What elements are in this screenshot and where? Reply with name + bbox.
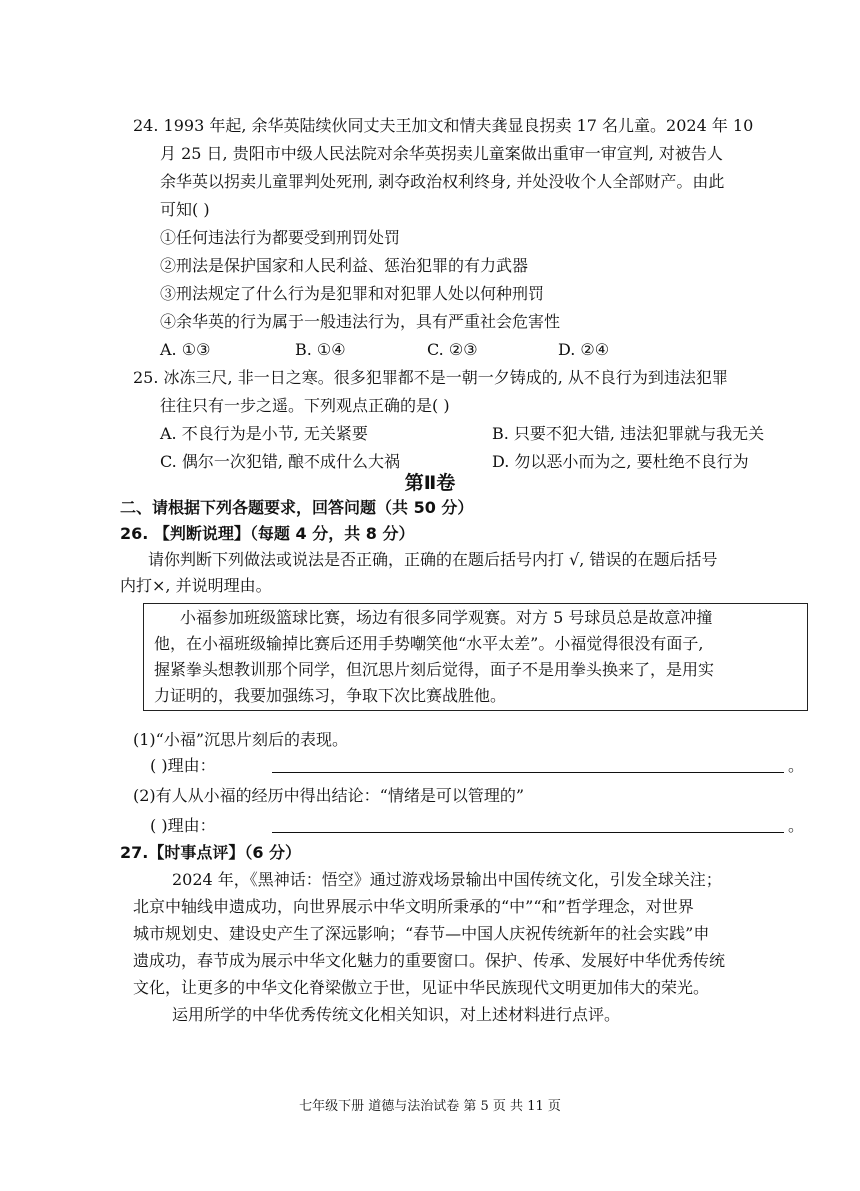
q24-statement-4: ④余华英的行为属于一般违法行为，具有严重社会危害性 <box>160 312 561 331</box>
q26-item-1-answer-prefix: ( )理由： <box>150 756 216 775</box>
q26-heading: 26. 【判断说理】（每题 4 分，共 8 分） <box>120 524 415 543</box>
q27-material-line-5: 文化，让更多的中华文化脊梁傲立于世，见证中华民族现代文明更加伟大的荣光。 <box>133 978 710 997</box>
q25-option-b: B. 只要不犯大错, 违法犯罪就与我无关 <box>492 424 765 443</box>
q27-material-line-3: 城市规划史、建设史产生了深远影响；“春节—中国人庆祝传统新年的社会实践”申 <box>133 924 710 943</box>
q24-statement-3: ③刑法规定了什么行为是犯罪和对犯罪人处以何种刑罚 <box>160 284 545 303</box>
q26-material-line-1: 小福参加班级篮球比赛，场边有很多同学观赛。对方 5 号球员总是故意冲撞 <box>180 608 713 627</box>
q26-material-line-3: 握紧拳头想教训那个同学，但沉思片刻后觉得，面子不是用拳头换来了，是用实 <box>154 660 715 679</box>
q27-material-line-2: 北京中轴线申遗成功，向世界展示中华文明所秉承的“中”“和”哲学理念，对世界 <box>133 897 694 916</box>
q24-line-1: 24. 1993 年起, 余华英陆续伙同丈夫王加文和情夫龚显良拐卖 17 名儿童。2024 年 10 <box>133 116 754 135</box>
q26-item-2: (2)有人从小福的经历中得出结论：“情绪是可以管理的” <box>133 786 525 805</box>
q26-item-2-answer-prefix: ( )理由： <box>150 816 216 835</box>
q24-option-b: B. ①④ <box>295 340 346 359</box>
q24-option-c: C. ②③ <box>427 340 478 359</box>
q26-material-box <box>143 603 808 711</box>
q26-item-2-answer-line[interactable] <box>272 832 784 833</box>
q24-line-2: 月 25 日, 贵阳市中级人民法院对余华英拐卖儿童案做出重审一审宣判, 对被告人 <box>160 144 723 163</box>
q26-instruction-line-1: 请你判断下列做法或说法是否正确，正确的在题后括号内打 √, 错误的在题后括号 <box>148 550 718 569</box>
q27-material-line-4: 遗成功，春节成为展示中华文化魅力的重要窗口。保护、传承、发展好中华优秀传统 <box>133 951 726 970</box>
q24-line-4: 可知( ) <box>160 200 210 219</box>
q26-material-line-2: 他，在小福班级输掉比赛后还用手势嘲笑他“水平太差”。小福觉得很没有面子, <box>154 634 704 653</box>
q26-item-1-answer-line[interactable] <box>272 772 784 773</box>
section-title: 第Ⅱ卷 <box>404 472 456 494</box>
q26-material-line-4: 力证明的，我要加强练习，争取下次比赛战胜他。 <box>154 686 507 705</box>
q26-item-1: (1)“小福”沉思片刻后的表现。 <box>133 730 349 749</box>
q26-instruction-line-2: 内打×, 并说明理由。 <box>120 576 272 595</box>
part2-heading: 二、请根据下列各题要求，回答问题（共 50 分） <box>120 498 474 517</box>
q24-statement-1: ①任何违法行为都要受到刑罚处罚 <box>160 228 401 247</box>
q24-option-d: D. ②④ <box>558 340 610 359</box>
q27-heading: 27.【时事点评】（6 分） <box>120 843 302 862</box>
page-footer: 七年级下册 道德与法治试卷 第 5 页 共 11 页 <box>299 1099 561 1114</box>
q27-task: 运用所学的中华优秀传统文化相关知识，对上述材料进行点评。 <box>172 1005 621 1024</box>
q25-line-1: 25. 冰冻三尺, 非一日之寒。很多犯罪都不是一朝一夕铸成的, 从不良行为到违法犯罪 <box>133 368 728 387</box>
q25-line-2: 往往只有一步之遥。下列观点正确的是( ) <box>160 396 450 415</box>
q27-material-line-1: 2024 年，《黑神话：悟空》通过游戏场景输出中国传统文化，引发全球关注； <box>172 870 722 889</box>
q24-option-a: A. ①③ <box>160 340 211 359</box>
q26-item-1-answer-end: 。 <box>788 756 805 775</box>
q25-option-a: A. 不良行为是小节, 无关紧要 <box>160 424 368 443</box>
q24-statement-2: ②刑法是保护国家和人民利益、惩治犯罪的有力武器 <box>160 256 529 275</box>
q24-line-3: 余华英以拐卖儿童罪判处死刑, 剥夺政治权利终身, 并处没收个人全部财产。由此 <box>160 172 725 191</box>
q25-option-d: D. 勿以恶小而为之, 要杜绝不良行为 <box>492 452 749 471</box>
q26-item-2-answer-end: 。 <box>788 816 805 835</box>
q25-option-c: C. 偶尔一次犯错, 酿不成什么大祸 <box>160 452 401 471</box>
